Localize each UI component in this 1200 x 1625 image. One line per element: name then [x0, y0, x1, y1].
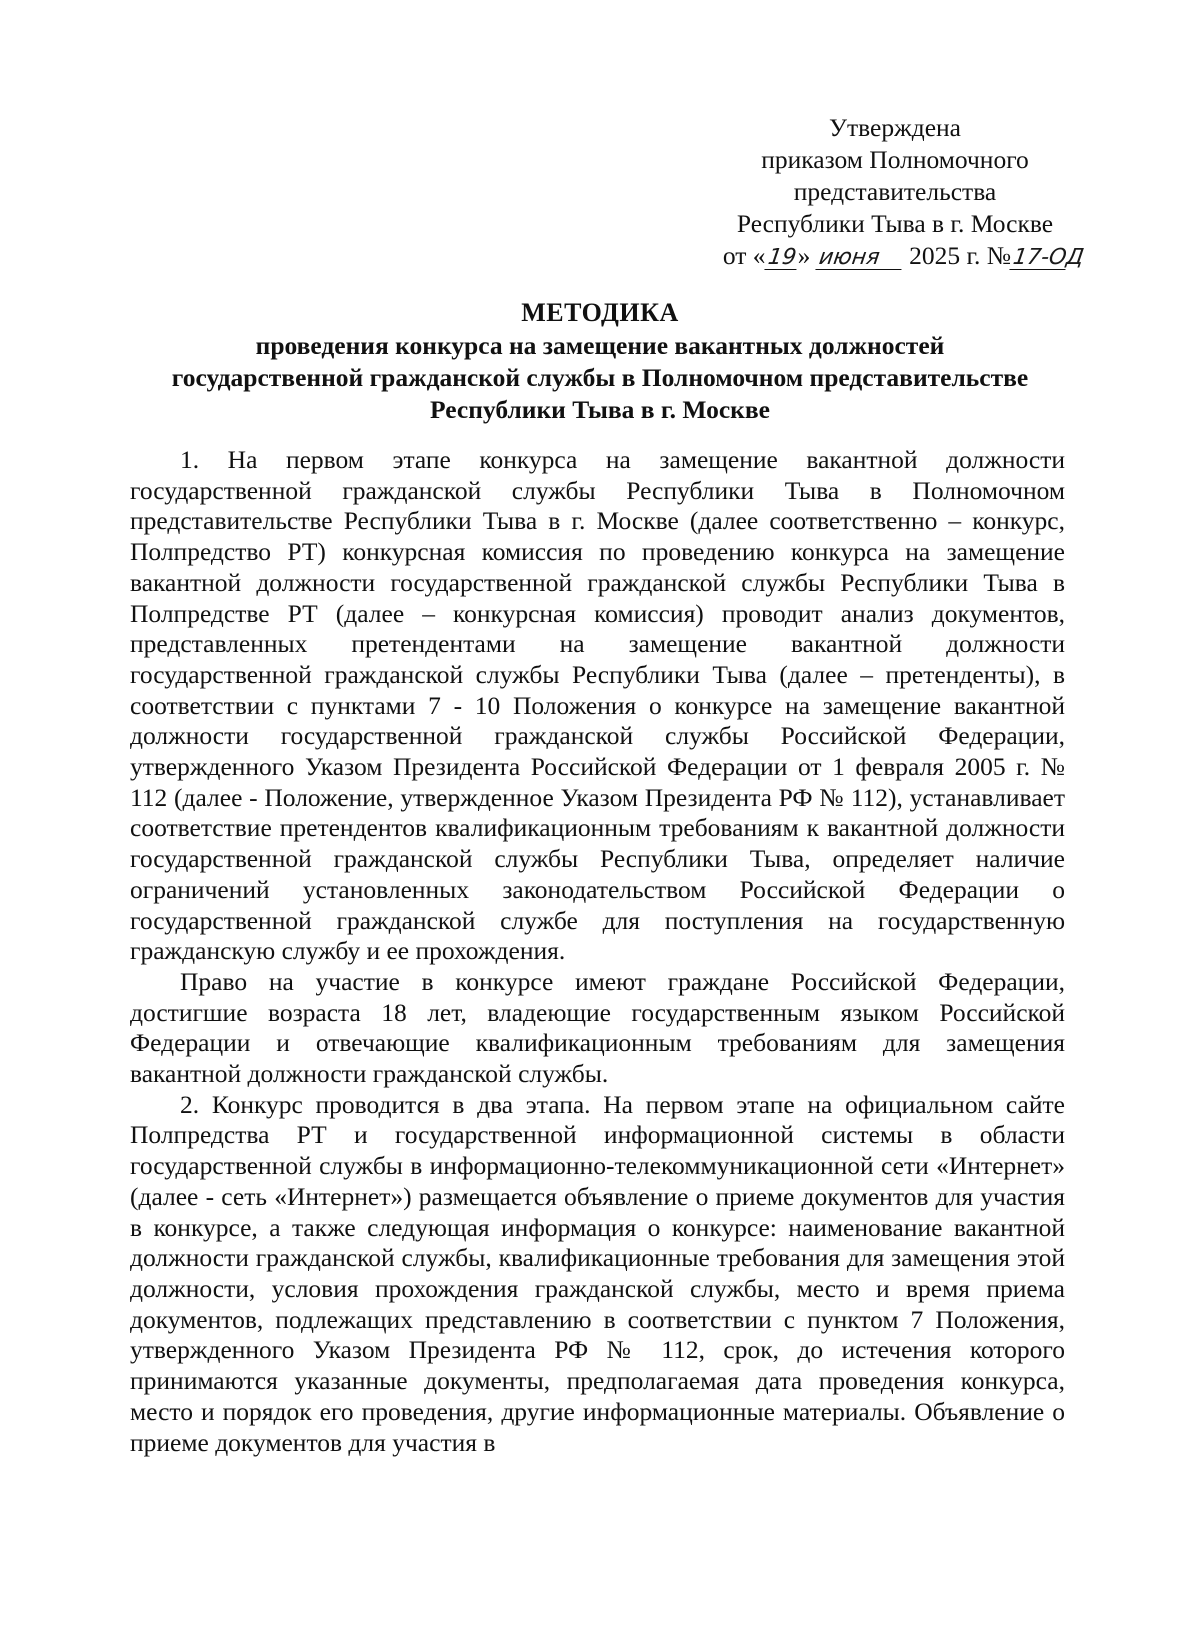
- approval-line-2: приказом Полномочного: [761, 145, 1029, 174]
- document-title-block: [130, 296, 1070, 426]
- date-year: 2025 г. №: [909, 241, 1012, 270]
- approval-line-4: Республики Тыва в г. Москве: [736, 209, 1054, 238]
- document-body: [130, 445, 1065, 1458]
- handwritten-day: 19: [765, 245, 798, 270]
- paragraph-3: 2. Конкурс проводится в два этапа. На первом этапе на официальном сайте Полпредства РТ и государственной информационной системы в области государственной службы в информационно-телекоммуникационной сети «Интернет» (далее - сеть «Интернет») размещается объявление о приеме документов для участия в конкурсе, а также следующая информация о конкурсе: наименование вакантной должности гражданской службы, квалификационные требования для замещения этой должности, условия прохождения гражданской службы, место и время приема документов, подлежащих представлению в соответствии с пунктом 7 Положения, утвержденного Указом Президента РФ № 112, срок, до истечения которого принимаются указанные документы, предполагаемая дата проведения конкурса, место и порядок его проведения, другие информационные материалы. Объявление о приеме документов для участия в: [130, 1089, 1065, 1457]
- handwritten-month: июня: [815, 247, 904, 270]
- date-mid: »: [797, 241, 811, 270]
- approval-stamp-block: [690, 112, 1100, 272]
- approval-line-1: Утверждена: [828, 113, 962, 142]
- date-prefix: от «: [722, 241, 766, 270]
- paragraph-1: 1. На первом этапе конкурса на замещение вакантной должности государственной гражданской службы Республики Тыва в Полномочном представительстве Республики Тыва в г. Москве (далее соответственно – конкурс, Полпредство РТ) конкурсная комиссия по проведению конкурса на замещение вакантной должности государственной гражданской службы Республики Тыва в Полпредстве РТ (далее – конкурсная комиссия) проводит анализ документов, представленных претендентами на замещение вакантной должности государственной гражданской службы Республики Тыва (далее – претенденты), в соответствии с пунктами 7 - 10 Положения о конкурсе на замещение вакантной должности государственной гражданской службы Российской Федерации, утвержденного Указом Президента Российской Федерации от 1 февраля 2005 г. № 112 (далее - Положение, утвержденное Указом Президента РФ № 112), устанавливает соответствие претендентов квалификационным требованиям к вакантной должности государственной гражданской службы Республики Тыва, определяет наличие ограничений установленных законодательством Российской Федерации о государственной гражданской службе для поступления на государственную гражданскую службу и ее прохождения.: [130, 445, 1065, 966]
- paragraph-2: Право на участие в конкурсе имеют граждане Российской Федерации, достигшие возраста 18 лет, владеющие государственным языком Российской Федерации и отвечающие квалификационным требованиям для замещения вакантной должности гражданской службы.: [130, 966, 1065, 1089]
- document-subtitle-line-2: государственной гражданской службы в Полномочном представительстве: [171, 363, 1029, 392]
- document-subtitle-line-1: проведения конкурса на замещение вакантных должностей: [255, 331, 945, 360]
- approval-date-line: [690, 240, 1100, 272]
- document-subtitle-line-3: Республики Тыва в г. Москве: [430, 395, 770, 424]
- document-title: МЕТОДИКА: [521, 298, 679, 327]
- handwritten-order-number: 17-ОД: [1011, 245, 1086, 270]
- approval-line-3: представительства: [793, 177, 997, 206]
